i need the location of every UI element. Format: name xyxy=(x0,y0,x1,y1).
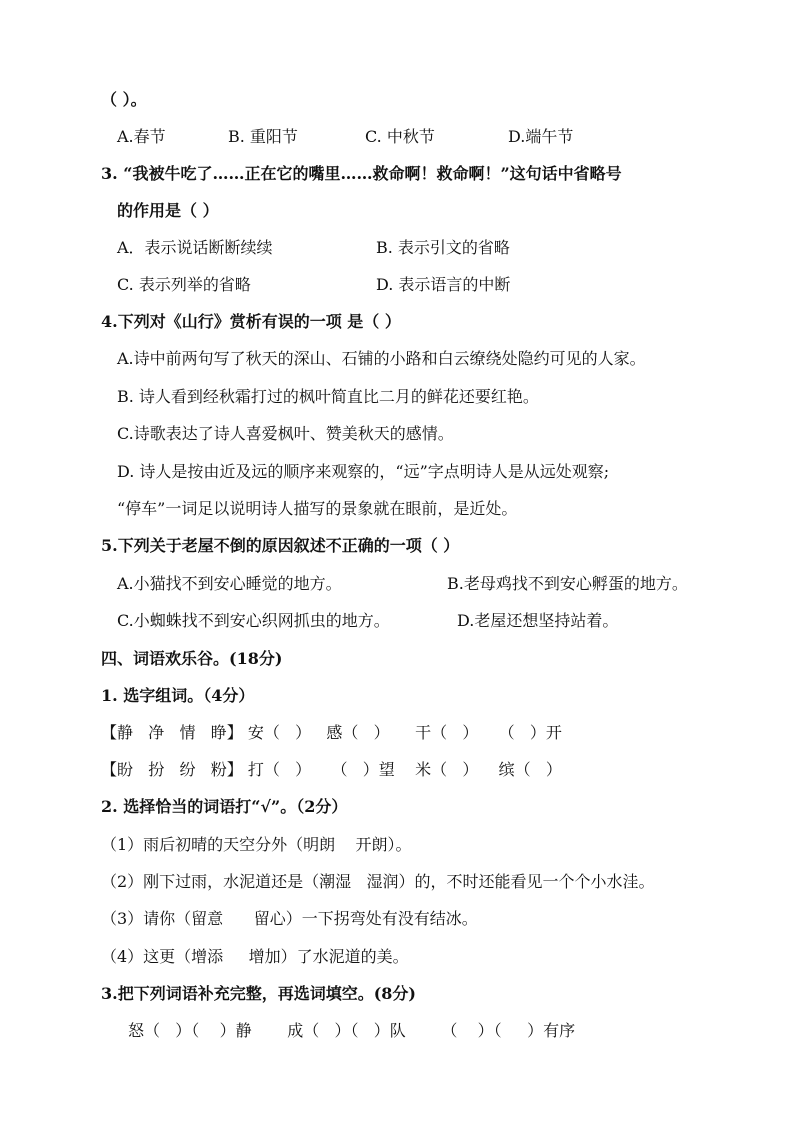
q2-stem-tail: （ ）。 xyxy=(101,90,147,109)
q4-option-b: B. 诗人看到经秋霜打过的枫叶简直比二月的鲜花还要红艳。 xyxy=(117,387,539,406)
q2-option-b: B. 重阳节 xyxy=(228,127,298,146)
q3-stem: 3. “我被牛吃了……正在它的嘴里……救命啊！救命啊！”这句话中省略号 xyxy=(101,164,622,183)
q3-option-b: B. 表示引文的省略 xyxy=(376,238,510,257)
q4-stem: 4.下列对《山行》赏析有误的一项 是（ ） xyxy=(101,312,401,331)
s2-item-4: （4）这更（增添 增加）了水泥道的美。 xyxy=(101,947,409,966)
q4-option-d-cont: “停车”一词足以说明诗人描写的景象就在眼前，是近处。 xyxy=(117,499,518,518)
s2-title: 2. 选择恰当的词语打“√”。（2分） xyxy=(101,797,348,816)
s3-row: 怒（ ）（ ）静 成（ ）（ ）队 （ ）（ ）有序 xyxy=(128,1021,576,1040)
q5-stem: 5.下列关于老屋不倒的原因叙述不正确的一项（ ） xyxy=(101,536,460,555)
s1-row1: 【静 净 情 睁】 安（ ） 感（ ） 干（ ） （ ）开 xyxy=(101,723,562,742)
q3-option-a: A．表示说话断断续续 xyxy=(117,238,273,257)
q2-option-c: C. 中秋节 xyxy=(365,127,435,146)
s1-row2: 【盼 扮 纷 粉】 打（ ） （ ）望 米（ ） 缤（ ） xyxy=(101,760,562,779)
q5-option-c: C.小蜘蛛找不到安心织网抓虫的地方。 xyxy=(117,611,390,630)
q5-option-b: B.老母鸡找不到安心孵蛋的地方。 xyxy=(447,574,688,593)
q5-option-a: A.小猫找不到安心睡觉的地方。 xyxy=(117,574,342,593)
q3-option-d: D. 表示语言的中断 xyxy=(376,275,511,294)
q3-stem-cont: 的作用是（ ） xyxy=(117,201,219,220)
q4-option-a: A.诗中前两句写了秋天的深山、石铺的小路和白云缭绕处隐约可见的人家。 xyxy=(117,349,646,368)
q2-option-d: D.端午节 xyxy=(508,127,574,146)
q2-option-a: A.春节 xyxy=(117,127,166,146)
section4-title: 四、词语欢乐谷。(18分) xyxy=(101,649,283,668)
s1-title: 1. 选字组词。（4分） xyxy=(101,686,255,705)
q4-option-d: D. 诗人是按由近及远的顺序来观察的，“远”字点明诗人是从远处观察; xyxy=(117,462,610,481)
q5-option-d: D.老屋还想坚持站着。 xyxy=(457,611,619,630)
q4-option-c: C.诗歌表达了诗人喜爱枫叶、赞美秋天的感情。 xyxy=(117,424,454,443)
q3-option-c: C. 表示列举的省略 xyxy=(117,275,251,294)
s2-item-1: （1）雨后初晴的天空分外（明朗 开朗）。 xyxy=(101,835,412,854)
s2-item-2: （2）刚下过雨，水泥道还是（潮湿 湿润）的，不时还能看见一个个小水洼。 xyxy=(101,872,655,891)
s3-title: 3.把下列词语补充完整，再选词填空。(8分) xyxy=(101,984,416,1003)
s2-item-3: （3）请你（留意 留心）一下拐弯处有没有结冰。 xyxy=(101,909,478,928)
